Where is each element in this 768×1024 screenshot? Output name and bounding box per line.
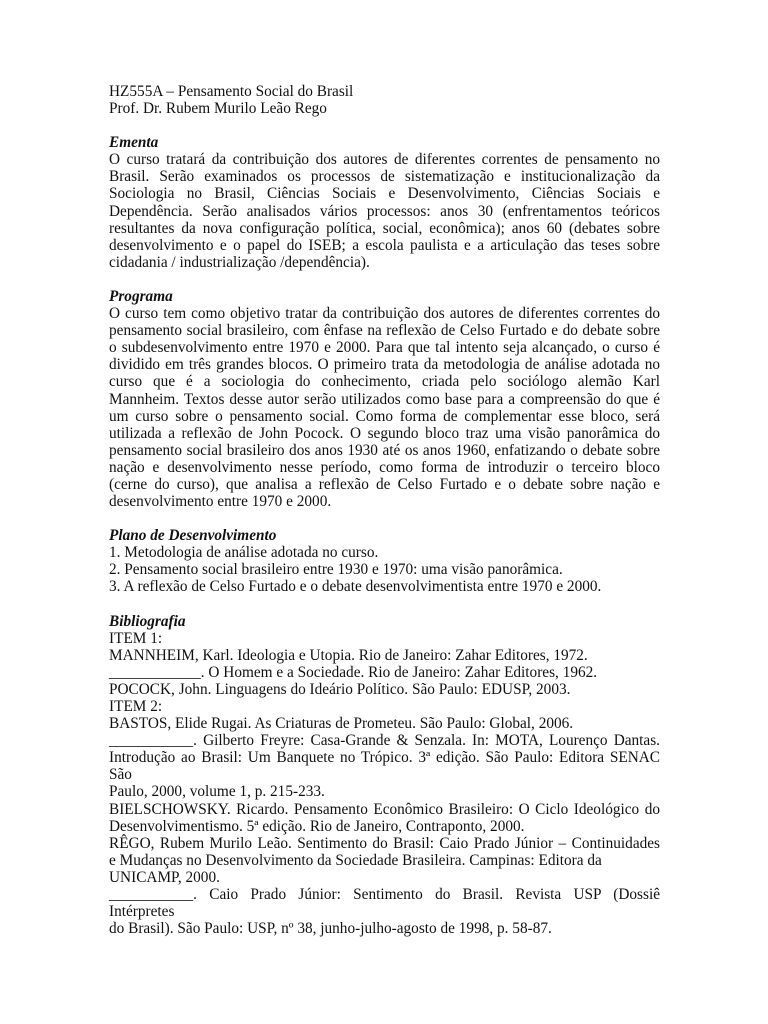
ementa-section bbox=[109, 134, 660, 271]
bibliography-line: Desenvolvimentismo. 5ª edição. Rio de Janeiro, Contraponto, 2000. bbox=[109, 817, 525, 835]
ementa-line: O curso tratará da contribuição dos autores de diferentes correntes de pensamento no bbox=[109, 151, 660, 169]
bibliography-line: RÊGO, Rubem Murilo Leão. Sentimento do Brasil: Caio Prado Júnior – Continuidades bbox=[109, 834, 660, 852]
bibliography-line: ___________. Caio Prado Júnior: Sentimento do Brasil. Revista USP (Dossiê bbox=[109, 886, 660, 904]
document-page bbox=[109, 83, 660, 937]
programa-line: pensamento social brasileiro, com ênfase na reflexão de Celso Furtado e do debate sobre bbox=[109, 322, 660, 340]
bibliografia-section bbox=[109, 613, 660, 938]
programa-line: Mannheim. Textos desse autor serão utilizados como base para a compreensão do que é bbox=[109, 390, 660, 408]
bibliography-line: do Brasil). São Paulo: USP, nº 38, junho-julho-agosto de 1998, p. 58-87. bbox=[109, 920, 552, 938]
header-block bbox=[109, 83, 660, 117]
plano-heading: Plano de Desenvolvimento bbox=[109, 527, 277, 545]
ementa-line: Dependência. Serão analisados vários processos: anos 30 (enfrentamentos teóricos bbox=[109, 202, 660, 220]
bibliography-line: ITEM 2: bbox=[109, 698, 163, 715]
plano-section bbox=[109, 527, 660, 595]
programa-heading: Programa bbox=[109, 287, 173, 305]
course-title: HZ555A – Pensamento Social do Brasil bbox=[109, 83, 354, 100]
programa-line: pensamento social brasileiro dos anos 1930 até os anos 1960, enfatizando o debate sobre bbox=[109, 441, 660, 459]
bibliography-line: e Mudanças no Desenvolvimento da Sociedade Brasileira. Campinas: Editora da bbox=[109, 851, 602, 869]
bibliography-line: Intérpretes bbox=[109, 903, 175, 921]
bibliography-line: BASTOS, Elide Rugai. As Criaturas de Prometeu. São Paulo: Global, 2006. bbox=[109, 715, 574, 733]
programa-line: desenvolvimento entre 1970 e 2000. bbox=[109, 493, 332, 511]
plano-item: 1. Metodologia de análise adotada no curso. bbox=[109, 544, 379, 562]
bibliography-line: BIELSCHOWSKY. Ricardo. Pensamento Econômico Brasileiro: O Ciclo Ideológico do bbox=[109, 800, 660, 818]
ementa-line: cidadania / industrialização /dependência). bbox=[109, 253, 370, 271]
programa-line: o subdesenvolvimento entre 1970 e 2000. Para que tal intento seja alcançado, o curso é bbox=[109, 339, 660, 357]
bibliography-line: UNICAMP, 2000. bbox=[109, 868, 220, 886]
ementa-heading: Ementa bbox=[109, 134, 159, 152]
bibliography-line: Introdução ao Brasil: Um Banquete no Trópico. 3ª edição. São Paulo: Editora SENAC bbox=[109, 749, 660, 767]
spacer bbox=[109, 596, 660, 613]
spacer bbox=[109, 510, 660, 527]
programa-line: nação e desenvolvimento nesse período, como forma de introduzir o terceiro bloco bbox=[109, 458, 660, 476]
ementa-line: Brasil. Serão examinados os processos de sistematização e institucionalização da bbox=[109, 168, 660, 186]
ementa-line: Sociologia no Brasil, Ciências Sociais e Desenvolvimento, Ciências Sociais e bbox=[109, 185, 660, 203]
bibliography-line: ___________. Gilberto Freyre: Casa-Grande & Senzala. In: MOTA, Lourenço Dantas. bbox=[109, 732, 660, 750]
bibliography-line: POCOCK, John. Linguagens do Ideário Político. São Paulo: EDUSP, 2003. bbox=[109, 680, 571, 698]
plano-item: 3. A reflexão de Celso Furtado e o debate desenvolvimentista entre 1970 e 2000. bbox=[109, 578, 602, 596]
programa-line: um curso sobre o pensamento social. Como forma de complementar esse bloco, será bbox=[109, 407, 660, 425]
plano-item: 2. Pensamento social brasileiro entre 1930 e 1970: uma visão panorâmica. bbox=[109, 561, 563, 579]
programa-line: dividido em três grandes blocos. O primeiro trata da metodologia de análise adotada no bbox=[109, 356, 660, 374]
programa-line: (cerne do curso), que analisa a reflexão de Celso Furtado e o debate sobre nação e bbox=[109, 475, 660, 493]
bibliography-line: ____________. O Homem e a Sociedade. Rio de Janeiro: Zahar Editores, 1962. bbox=[109, 663, 598, 681]
programa-line: curso que é a sociologia do conhecimento, criada pelo sociólogo alemão Karl bbox=[109, 373, 660, 391]
programa-section bbox=[109, 288, 660, 510]
professor-name: Prof. Dr. Rubem Murilo Leão Rego bbox=[109, 100, 327, 118]
ementa-line: desenvolvimento e o papel do ISEB; a escola paulista e a articulação das teses sobre bbox=[109, 236, 660, 254]
programa-line: O curso tem como objetivo tratar da contribuição dos autores de diferentes correntes do bbox=[109, 305, 660, 323]
spacer bbox=[109, 117, 660, 134]
ementa-line: resultantes da nova configuração política, social, econômica); anos 60 (debates sobre bbox=[109, 219, 660, 237]
bibliography-line: São bbox=[109, 766, 132, 784]
spacer bbox=[109, 271, 660, 288]
bibliography-line: ITEM 1: bbox=[109, 629, 163, 647]
bibliography-line: MANNHEIM, Karl. Ideologia e Utopia. Rio de Janeiro: Zahar Editores, 1972. bbox=[109, 646, 588, 664]
bibliography-line: Paulo, 2000, volume 1, p. 215-233. bbox=[109, 783, 325, 801]
bibliografia-heading: Bibliografia bbox=[109, 612, 186, 630]
programa-line: utilizada a reflexão de John Pocock. O segundo bloco traz uma visão panorâmica do bbox=[109, 424, 660, 442]
